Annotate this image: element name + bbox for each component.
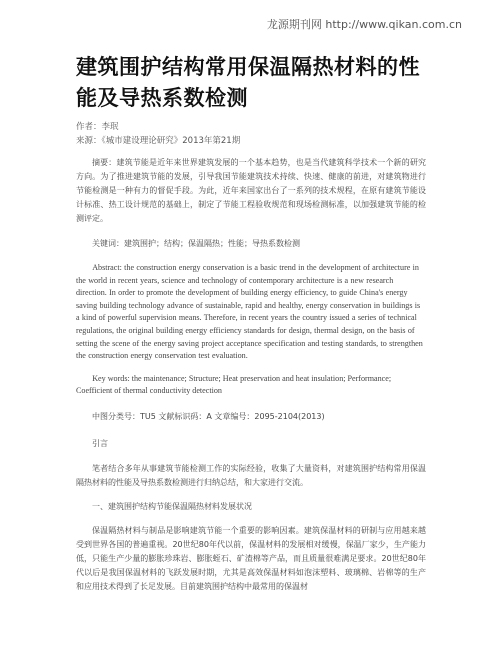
author-line: 作者：李珉 xyxy=(76,122,119,132)
article-title: 建筑围护结构常用保温隔热材料的性能及导热系数检测 xyxy=(76,55,420,110)
chinese-keywords: 关键词：建筑围护；结构；保温隔热；性能；导热系数检测 xyxy=(92,239,300,248)
section-1-heading: 一、建筑围护结构节能保温隔热材料发展状况 xyxy=(92,501,252,511)
intro-heading: 引言 xyxy=(92,438,108,448)
article-body xyxy=(76,52,426,594)
publication-source-line: 来源：《城市建设理论研究》2013年第21期 xyxy=(76,136,241,146)
section-1-paragraph: 保温隔热材料与制品是影响建筑节能一个重要的影响因素。建筑保温材料的研制与应用越来越受到世界各国的普遍重视。20世纪80年代以前，保温材料的发展相对缓慢，保温厂家少，生产能力低，只能生产少量的膨胀珍珠岩、膨胀蛭石、矿渣棉等产品，而且质量很难满足要求。20世纪80年代以后是我国保温材料的飞跃发展时期，尤其是高效保温材料如泡沫塑料、玻璃棉、岩棉等的生产和应用技术得到了长足发展。目前建筑围护结构中最常用的保温材 xyxy=(76,525,426,591)
english-abstract: Abstract: the construction energy conservation is a basic trend in the development of architecture in the world in recent years, science and technology of contemporary architecture is a new research direction. In order to promote the development of building energy efficiency, to guide China's energy saving building technology advance of sustainable, rapid and healthy, energy conservation in buildings is a kind of powerful supervision means. Therefore, in recent years the country issued a series of technical regulations, the original building energy efficiency standards for design, thermal design, on the basis of setting the scene of the energy saving project acceptance specification and testing standards, to strengthen the construction energy conservation test evaluation. xyxy=(76,263,423,361)
classification-info: 中图分类号：TU5 文献标识码：A 文章编号：2095-2104(2013) xyxy=(92,411,325,421)
intro-paragraph: 笔者结合多年从事建筑节能检测工作的实际经验，收集了大量资料，对建筑围护结构常用保温隔热材料的性能及导热系数检测进行归纳总结，和大家进行交流。 xyxy=(76,463,426,487)
english-keywords: Key words: the maintenance; Structure; Heat preservation and heat insulation; Performance; Coefficient of thermal conductivity detection xyxy=(76,373,392,396)
journal-source-header[interactable]: 龙源期刊网 http://www.qikan.com.cn xyxy=(266,18,462,31)
chinese-abstract: 摘要：建筑节能是近年来世界建筑发展的一个基本趋势，也是当代建筑科学技术一个新的研究方向。为了推进建筑节能的发展，引导我国节能建筑技术持续、快速、健康的前进，对建筑物进行节能检测是一种有力的督促手段。为此，近年来国家出台了一系列的技术规程，在原有建筑节能设计标准、热工设计规范的基础上，制定了节能工程验收规范和现场检测标准，以加强建筑节能的检测评定。 xyxy=(76,158,426,223)
